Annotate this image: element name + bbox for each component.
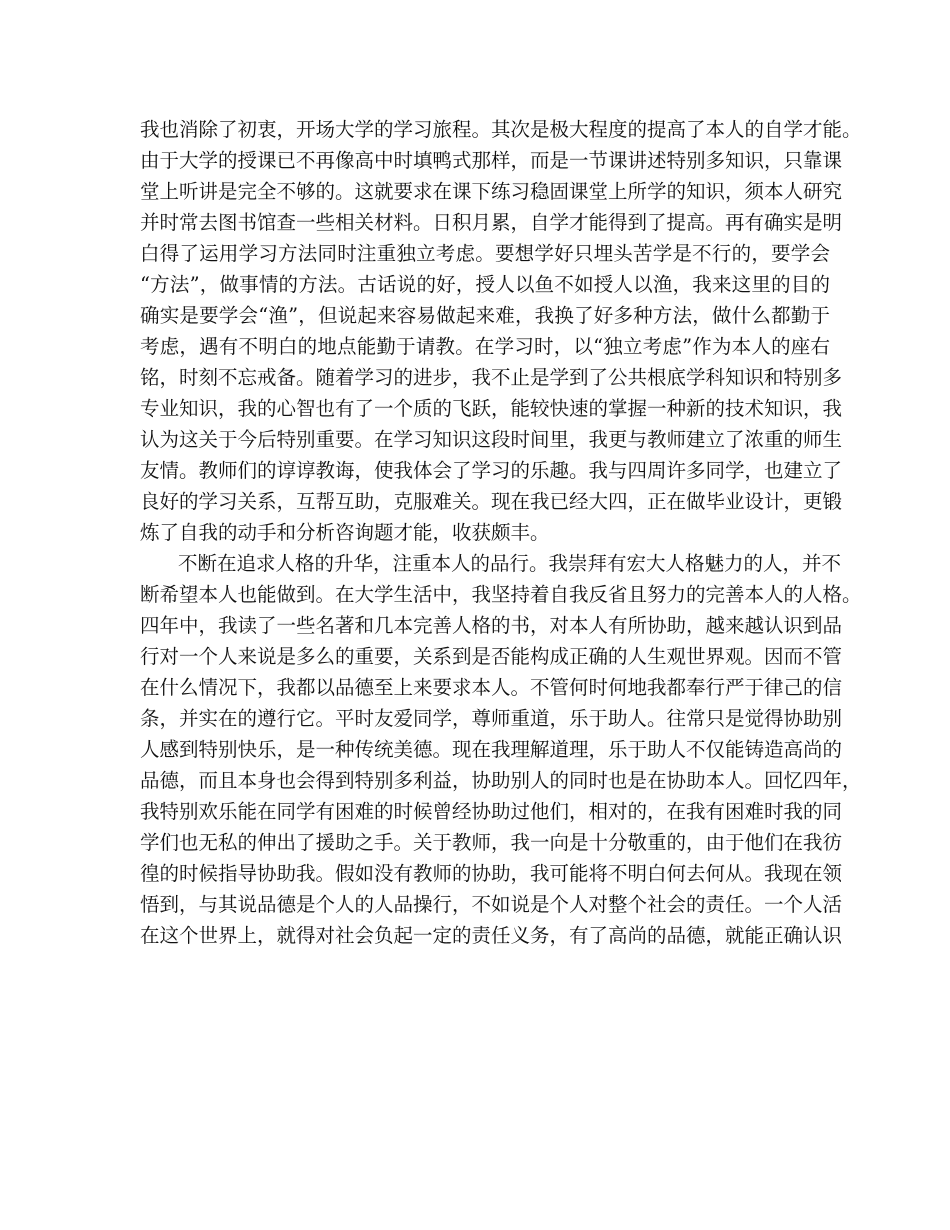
paragraph-2-line-4: 行对一个人来说是多么的重要，关系到是否能构成正确的人生观世界观。因而不管 xyxy=(140,645,843,668)
paragraph-1-line-10: 专业知识，我的心智也有了一个质的飞跃，能较快速的掌握一种新的技术知识，我 xyxy=(140,397,843,420)
paragraph-1-line-2: 由于大学的授课已不再像高中时填鸭式那样，而是一节课讲述特别多知识，只靠课 xyxy=(140,149,843,172)
paragraph-2-line-10: 学们也无私的伸出了援助之手。关于教师，我一向是十分敬重的，由于他们在我彷 xyxy=(140,831,843,854)
paragraph-1-line-14: 炼了自我的动手和分析咨询题才能，收获颇丰。 xyxy=(140,521,550,544)
paragraph-2-line-7: 人感到特别快乐，是一种传统美德。现在我理解道理，乐于助人不仅能铸造高尚的 xyxy=(140,738,843,761)
paragraph-1-line-5: 白得了运用学习方法同时注重独立考虑。要想学好只埋头苦学是不行的，要学会 xyxy=(140,242,830,265)
paragraph-1-line-9: 铭，时刻不忘戒备。随着学习的进步，我不止是学到了公共根底学科知识和特别多 xyxy=(140,366,843,389)
paragraph-2-line-13: 在这个世界上，就得对社会负起一定的责任义务，有了高尚的品德，就能正确认识 xyxy=(140,924,843,947)
paragraph-2-line-5: 在什么情况下，我都以品德至上来要求本人。不管何时何地我都奉行严于律己的信 xyxy=(140,676,843,699)
paragraph-1-line-3: 堂上听讲是完全不够的。这就要求在课下练习稳固课堂上所学的知识，须本人研究 xyxy=(140,180,843,203)
paragraph-1-line-13: 良好的学习关系，互帮互助，克服难关。现在我已经大四，正在做毕业设计，更锻 xyxy=(140,490,843,513)
paragraph-2-line-1: 不断在追求人格的升华，注重本人的品行。我崇拜有宏大人格魅力的人，并不 xyxy=(178,552,842,575)
paragraph-2-line-11: 徨的时候指导协助我。假如没有教师的协助，我可能将不明白何去何从。我现在领 xyxy=(140,862,843,885)
paragraph-2-line-6: 条，并实在的遵行它。平时友爱同学，尊师重道，乐于助人。往常只是觉得协助别 xyxy=(140,707,843,730)
paragraph-1-line-7: 确实是要学会“渔”，但说起来容易做起来难，我换了好多种方法，做什么都勤于 xyxy=(140,304,830,327)
paragraph-2-line-12: 悟到，与其说品德是个人的人品操行，不如说是个人对整个社会的责任。一个人活 xyxy=(140,893,843,916)
paragraph-1-line-12: 友情。教师们的谆谆教诲，使我体会了学习的乐趣。我与四周许多同学，也建立了 xyxy=(140,459,843,482)
paragraph-2-line-2: 断希望本人也能做到。在大学生活中，我坚持着自我反省且努力的完善本人的人格。 xyxy=(140,583,862,606)
paragraph-2-line-8: 品德，而且本身也会得到特别多利益，协助别人的同时也是在协助本人。回忆四年， xyxy=(140,769,862,792)
paragraph-2-line-3: 四年中，我读了一些名著和几本完善人格的书，对本人有所协助，越来越认识到品 xyxy=(140,614,843,637)
paragraph-2-line-9: 我特别欢乐能在同学有困难的时候曾经协助过他们，相对的，在我有困难时我的同 xyxy=(140,800,843,823)
paragraph-1-line-11: 认为这关于今后特别重要。在学习知识这段时间里，我更与教师建立了浓重的师生 xyxy=(140,428,843,451)
paragraph-1-line-6: “方法”，做事情的方法。古话说的好，授人以鱼不如授人以渔，我来这里的目的 xyxy=(140,273,830,296)
paragraph-1-line-8: 考虑，遇有不明白的地点能勤于请教。在学习时，以“独立考虑”作为本人的座右 xyxy=(140,335,830,358)
paragraph-1-line-4: 并时常去图书馆查一些相关材料。日积月累，自学才能得到了提高。再有确实是明 xyxy=(140,211,843,234)
paragraph-1-line-1: 我也消除了初衷，开场大学的学习旅程。其次是极大程度的提高了本人的自学才能。 xyxy=(140,118,862,141)
body-text xyxy=(140,114,862,951)
